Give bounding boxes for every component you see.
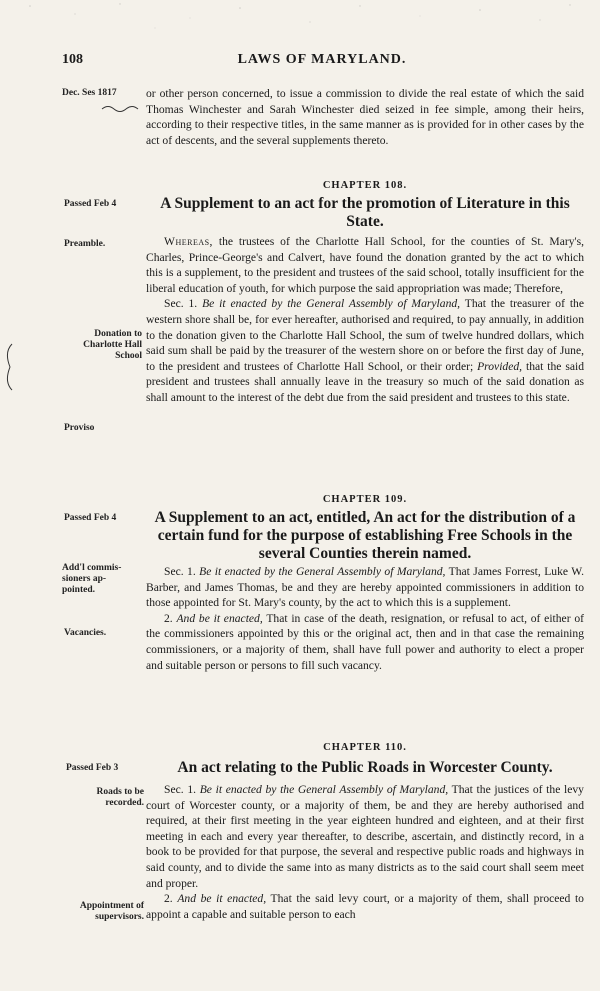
- intro-text: or other person concerned, to issue a commission to divide the real estate of which the said Thomas Winchester and Sarah Winchester died seized in fee simple, among their heirs, according to their respective titles, in the same manner as is provided for in other cases by the act of descents, and the several supplements thereto.: [146, 87, 584, 147]
- section-1-paragraph: [146, 564, 584, 611]
- margin-appointment: Appointment of supervisors.: [79, 901, 144, 922]
- scan-speckle-decoration: [0, 0, 600, 40]
- margin-preamble: Preamble.: [64, 239, 106, 249]
- running-title: LAWS OF MARYLAND.: [237, 52, 407, 67]
- section-text: That the justices of the levy court of Worcester county, or a majority of them, be and they are hereby authorised and required, at their first meeting in the year eighteen hundred and eighteen, and at their first meeting in each and every year thereafter, to describe, ascertain, and distinctly record, in a book to be provided for that purpose, the several and respective public roads and highways in said county, and to divide the same into as many districts as to the said court shall seem meet and proper.: [146, 783, 584, 890]
- section-label: 2.: [164, 892, 173, 906]
- section-text: That in case of the death, resignation, or refusal to act, of either of the commissioners appointed by this or the original act, then and in that case the remaining commissioners, or a majority of them, shall have full power and authority to elect a proper and suitable person or persons to fill such vacancy.: [146, 611, 584, 672]
- section-text: That James Forrest, Luke W. Barber, and James Thomas, be and they are hereby appointed commissioners in addition to those appointed for St. Mary's county, by the act to which this is a supplement.: [146, 565, 584, 610]
- margin-vacancies: Vacancies.: [64, 628, 107, 638]
- page-number: 108: [62, 52, 83, 67]
- section-label: Sec. 1.: [164, 783, 197, 796]
- margin-ch108-passed: Passed Feb 4: [64, 199, 117, 209]
- preamble-paragraph: [146, 234, 584, 296]
- enacting-clause: Be it enacted by the General Assembly of Maryland,: [202, 297, 461, 311]
- chapter-110-title: An act relating to the Public Roads in Worcester County.: [177, 759, 553, 776]
- section-2-paragraph: [146, 611, 584, 673]
- enacting-clause: Be it enacted by the General Assembly of Maryland,: [199, 783, 449, 796]
- margin-donation: Donation to Charlotte Hall School: [83, 329, 142, 361]
- margin-dec-session: Dec. Ses 1817: [62, 88, 117, 98]
- enacting-clause: Be it enacted by the General Assembly of Maryland,: [199, 565, 446, 578]
- section-label: Sec. 1.: [164, 565, 196, 578]
- margin-ch110-passed: Passed Feb 3: [66, 763, 119, 773]
- chapter-109-body: [146, 564, 584, 673]
- proviso-word: Provided,: [477, 359, 523, 373]
- section-1-paragraph: [146, 296, 584, 405]
- enacting-clause: And be it enacted,: [176, 611, 263, 625]
- section-text-a: That the treasurer of the western shore shall be, for ever hereafter, authorised and required, to pay annually, in addition to the donation given to the Charlotte Hall School, the sum of twelve hundred dollars, which said sum shall be paid by the treasurer of the western shore on or before the first day of June, to the president and trustees of Charlotte Hall School, or their order;: [146, 297, 584, 373]
- chapter-108-body: [146, 234, 584, 406]
- section-1-paragraph: [146, 782, 584, 891]
- section-text-b: that the said president and trustees shall annually leave in the treasury so much of the said donation as shall amount to the interest of the debt due from the said president and trustees to this state.: [146, 359, 584, 404]
- margin-roads: Roads to be recorded.: [96, 787, 144, 808]
- handwritten-bracket-mark: [2, 342, 16, 392]
- margin-ch109-passed: Passed Feb 4: [64, 513, 117, 523]
- chapter-109-heading: CHAPTER 109.: [322, 494, 408, 505]
- chapter-108-heading: CHAPTER 108.: [322, 180, 408, 191]
- chapter-110-heading: CHAPTER 110.: [323, 742, 407, 753]
- preamble-lead: Whereas,: [164, 235, 213, 248]
- enacting-clause: And be it enacted,: [177, 892, 267, 906]
- section-label: Sec. 1.: [164, 297, 198, 311]
- chapter-108-title: A Supplement to an act for the promotion of Literature in this State.: [160, 195, 570, 230]
- page-header: [62, 52, 582, 72]
- margin-addl-commissioners: Add'l commis-sioners ap-pointed.: [62, 563, 122, 595]
- chapter-110-body: [146, 782, 584, 922]
- intro-paragraph: [146, 86, 584, 148]
- margin-proviso: Proviso: [64, 423, 95, 433]
- section-text: That the said levy court, or a majority of them, shall proceed to appoint a capable and suitable person to each: [146, 892, 584, 921]
- preamble-text: the trustees of the Charlotte Hall School, for the counties of St. Mary's, Charles, Prince-George's and Calvert, have found the donation granted by the act to which this is a supplement, to the president and trustees of the said school, totally insufficient for the liberal education of youth, for which purpose the said appropriation was made; Therefore,: [146, 235, 584, 295]
- flourish-mark: [100, 104, 140, 114]
- section-label: 2.: [164, 611, 173, 625]
- section-2-paragraph: [146, 891, 584, 922]
- chapter-109-title: A Supplement to an act, entitled, An act for the distribution of a certain fund for the purpose of establishing Free Schools in the several Counties therein named.: [154, 509, 576, 562]
